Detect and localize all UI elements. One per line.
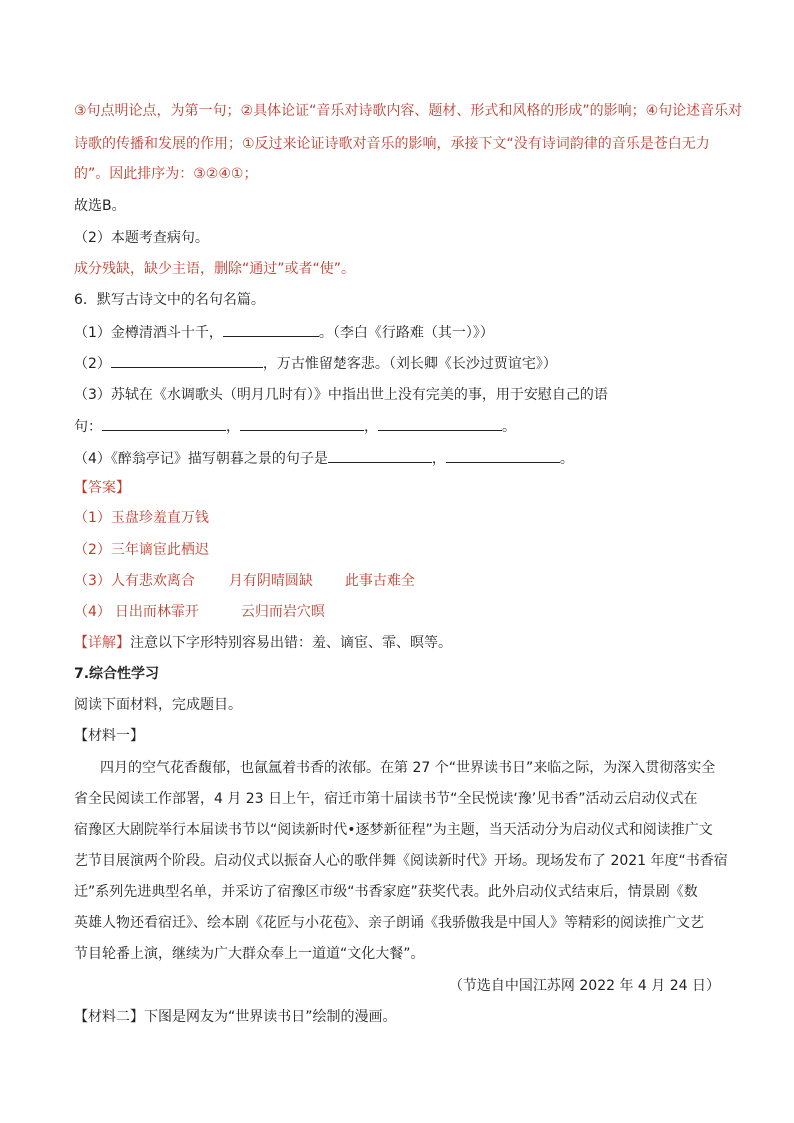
separator: ， [226, 419, 240, 435]
answer-heading: 【答案】 [74, 480, 130, 496]
answer-3-label: （3） [74, 573, 111, 589]
material-1-source: （节选自中国江苏网 2022 年 4 月 24 日） [448, 978, 720, 994]
answer-3-part-3: 此事古难全 [344, 573, 415, 589]
material-2-heading: 【材料二】 [74, 1009, 144, 1025]
analysis-line-1: ③句点明论点，为第一句；②具体论证“音乐对诗歌内容、题材、形式和风格的形成”的影响；④句论述音乐对 [74, 103, 743, 119]
q6-item-3-line-2 [74, 416, 516, 437]
separator: ， [364, 419, 378, 435]
answer-4-part-1: 日出而林霏开 [114, 604, 199, 620]
analysis-line-3: 的”。因此排序为：③②④①； [74, 166, 258, 182]
answer-1: （1）玉盘珍羞直万钱 [74, 510, 209, 526]
q2-heading: （2）本题考查病句。 [74, 230, 209, 246]
material-1-line: 迁”系列先进典型名单，并采访了宿豫区市级“书香家庭”获奖代表。此外启动仪式结束后，情景剧《数 [74, 884, 698, 900]
q6-item-4-prefix: （4）《醉翁亭记》描写朝暮之景的句子是 [74, 451, 328, 467]
material-1-line: 四月的空气花香馥郁，也氤氲着书香的浓郁。在第 27 个“世界读书日”来临之际，为深入贯彻落实全 [100, 760, 716, 776]
q6-item-1-prefix: （1）金樽清酒斗十千， [74, 325, 223, 341]
answer-3-part-2: 月有阴晴圆缺 [228, 573, 313, 589]
material-1-line: 宿豫区大剧院举行本届读书节以“阅读新时代•逐梦新征程”为主题，当天活动分为启动仪式和阅读推广文 [74, 822, 713, 838]
answer-2: （2）三年谪宦此栖迟 [74, 542, 209, 558]
answer-blank [102, 416, 226, 431]
answer-4-part-2: 云归而岩穴暝 [240, 604, 325, 620]
detail-line [74, 633, 452, 653]
answer-blank [240, 416, 364, 431]
answer-blank [446, 448, 560, 463]
material-2-text: 下图是网友为“世界读书日”绘制的漫画。 [144, 1009, 397, 1025]
answer-4-label: （4） [74, 604, 111, 620]
material-2-line [74, 1007, 397, 1027]
q6-item-3-end: 。 [502, 419, 516, 435]
q6-item-4 [74, 448, 574, 469]
answer-blank [223, 322, 319, 337]
material-1-line: 省全民阅读工作部署，4 月 23 日上午，宿迁市第十届读书节“全民悦读‘豫’见书香”活动云启动仪式在 [74, 791, 698, 807]
analysis-line-2: 诗歌的传播和发展的作用；①反过来论证诗歌对音乐的影响，承接下文“没有诗词韵律的音乐是苍白无力 [74, 136, 710, 152]
q7-title: 7.综合性学习 [74, 666, 160, 682]
separator: ， [431, 451, 446, 467]
answer-3-part-1: 人有悲欢离合 [110, 573, 195, 589]
q6-item-3-prefix: 句： [74, 419, 102, 435]
material-1-heading: 【材料一】 [74, 728, 144, 744]
q6-item-1 [74, 322, 494, 343]
q2-answer: 成分残缺，缺少主语，删除“通过”或者“使”。 [74, 261, 356, 277]
detail-text: 注意以下字形特别容易出错：羞、谪宦、霏、暝等。 [130, 635, 452, 651]
material-1-line: 艺节目展演两个阶段。启动仪式以振奋人心的歌伴舞《阅读新时代》开场。现场发布了 2021 年度“书香宿 [74, 853, 728, 869]
q6-item-1-suffix: 。（李白《行路难（其一）》） [318, 325, 494, 341]
material-1-line: 节目轮番上演，继续为广大群众奉上一道道“文化大餐”。 [74, 946, 425, 962]
detail-label: 【详解】 [74, 635, 130, 651]
q7-instruction: 阅读下面材料，完成题目。 [74, 697, 242, 713]
q6-item-2 [74, 353, 557, 374]
q6-item-4-end: 。 [559, 451, 574, 467]
answer-blank [328, 448, 432, 463]
q6-item-3-line-1: （3）苏轼在《水调歌头（明月几时有）》中指出世上没有完美的事，用于安慰自己的语 [74, 387, 608, 403]
answer-blank [111, 353, 263, 368]
q6-item-2-prefix: （2） [74, 356, 111, 372]
answer-blank [378, 416, 502, 431]
choice-line: 故选B。 [74, 198, 126, 214]
q6-title: 6．默写古诗文中的名句名篇。 [74, 292, 265, 308]
material-1-line: 英雄人物还看宿迁》、绘本剧《花匠与小花苞》、亲子朗诵《我骄傲我是中国人》等精彩的阅读推广文艺 [74, 915, 704, 931]
answer-4 [74, 602, 325, 622]
q6-item-2-suffix: ，万古惟留楚客悲。（刘长卿《长沙过贾谊宅》） [262, 356, 557, 372]
answer-3 [74, 571, 415, 591]
